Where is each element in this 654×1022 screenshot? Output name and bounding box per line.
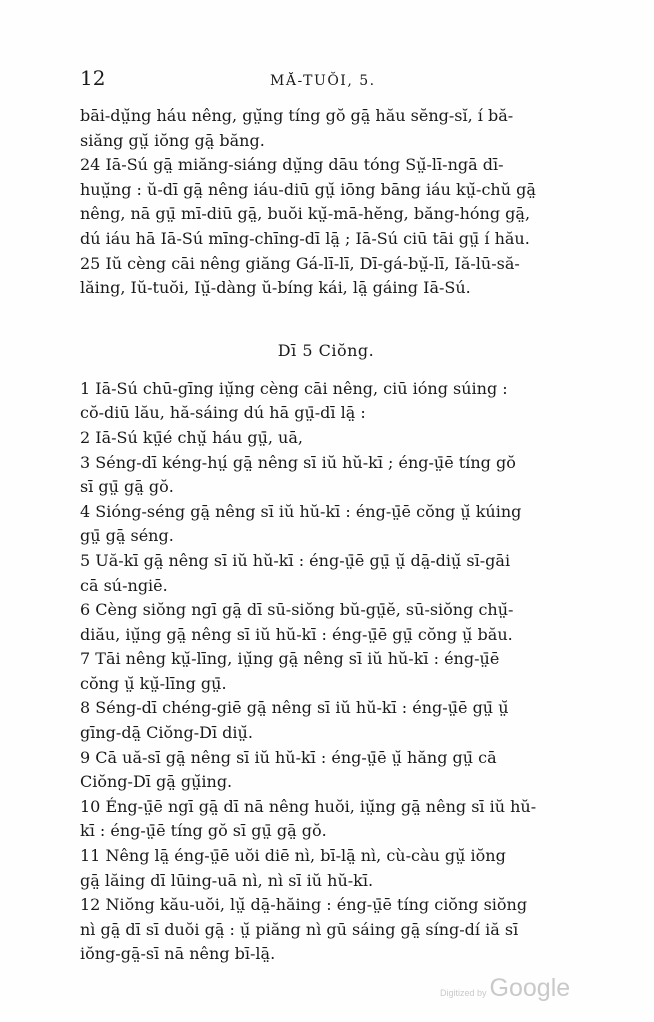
text-line: 8 Séng-dī chéng-giē gā̤ nêng sī iŭ hŭ-kī : éng-ṳ̄ē gṳ̄ ṳ̆ bbox=[80, 698, 509, 718]
text-line: gīng-dā̤ Ciŏng-Dī diṳ̆. bbox=[80, 723, 253, 743]
text-line: nì gā̤ dī sī duŏi gā̤ : ṳ̆ piăng nì gū sáing gā̤ síng-dí iă sī bbox=[80, 919, 519, 939]
page-number: 12 bbox=[80, 66, 106, 90]
text-line: 10 Éng-ṳ̄ē ngī gā̤ dī nā nêng huŏi, iṳ̆ng gā̤ nêng sī iŭ hŭ- bbox=[80, 796, 537, 816]
verse-11 bbox=[80, 844, 572, 893]
text-line: diău, iṳ̆ng gā̤ nêng sī iŭ hŭ-kī : éng-ṳ̄ē gṳ̄ cŏng ṳ̆ bău. bbox=[80, 624, 513, 644]
text-line: cā sú-ngiē. bbox=[80, 575, 168, 595]
verse-2 bbox=[80, 426, 572, 451]
chapter-heading: Dī 5 Ciŏng. bbox=[277, 340, 375, 360]
verse-25 bbox=[80, 252, 572, 301]
text-line: 2 Iā-Sú kṳ̄é chṳ̆ háu gṳ̄, uā, bbox=[80, 427, 303, 447]
verse-8 bbox=[80, 696, 572, 745]
text-line: 4 Sióng-séng gā̤ nêng sī iŭ hŭ-kī : éng-ṳ̄ē cŏng ṳ̆ kúing bbox=[80, 501, 522, 521]
verse-5 bbox=[80, 549, 572, 598]
verse-9 bbox=[80, 746, 572, 795]
verse-3 bbox=[80, 451, 572, 500]
text-line: sī gṳ̄ gā̤ gŏ. bbox=[80, 477, 174, 497]
book-page bbox=[80, 66, 572, 967]
verse-7 bbox=[80, 647, 572, 696]
verses bbox=[80, 377, 572, 967]
text-line: Ciŏng-Dī gā̤ gṳ̆ing. bbox=[80, 772, 233, 792]
text-line: iŏng-gā̤-sī nā nêng bī-lā̤. bbox=[80, 944, 276, 964]
text-top bbox=[80, 104, 572, 301]
watermark-prefix: Digitized by bbox=[440, 988, 487, 998]
verse-10 bbox=[80, 795, 572, 844]
text-line: bāi-dṳ̆ng háu nêng, gṳ̆ng tíng gŏ gā̤ hău sĕng-sĭ, í bă- bbox=[80, 106, 514, 125]
text-line: 6 Cèng siŏng ngī gā̤ dī sū-siŏng bŭ-gṳ̄ĕ, sū-siŏng chṳ̆- bbox=[80, 600, 514, 620]
verse-12 bbox=[80, 893, 572, 967]
digitized-by-google-watermark bbox=[440, 974, 570, 1003]
text-line: 3 Séng-dī kéng-hṳ́ gā̤ nêng sī iŭ hŭ-kī ; éng-ṳ̄ē tíng gŏ bbox=[80, 452, 516, 472]
text-line: 11 Nêng lā̤ éng-ṳ̄ē uŏi diē nì, bī-lā̤ nì, cù-càu gṳ̆ iŏng bbox=[80, 846, 506, 866]
text-line: 25 Iŭ cèng cāi nêng giăng Gá-lī-lī, Dī-gá-bṳ̆-lī, Iă-lū-să- bbox=[80, 253, 520, 273]
verse-1 bbox=[80, 377, 572, 426]
text-line: kī : éng-ṳ̄ē tíng gŏ sī gṳ̄ gā̤ gŏ. bbox=[80, 821, 327, 841]
text-line: 12 Niŏng kău-uŏi, lṳ̆ dā̤-hăing : éng-ṳ̄ē tíng ciŏng siŏng bbox=[80, 895, 528, 915]
verse-24 bbox=[80, 153, 572, 251]
text-line: 5 Uă-kī gā̤ nêng sī iŭ hŭ-kī : éng-ṳ̄ē gṳ̄ ṳ̆ dā̤-diṳ̆ sī-gāi bbox=[80, 550, 511, 570]
text-line: siăng gṳ̆ iŏng gā̤ băng. bbox=[80, 130, 265, 150]
verse-4 bbox=[80, 500, 572, 549]
text-line: cŏ-diū lău, hă-sáing dú hā gṳ̄-dī lā̤ : bbox=[80, 403, 366, 423]
google-logo: Google bbox=[489, 974, 571, 1002]
text-line: 9 Cā uă-sī gā̤ nêng sī iŭ hŭ-kī : éng-ṳ̄ē ṳ̆ hăng gṳ̄ cā bbox=[80, 747, 497, 767]
running-title: MĂ-TUŎI, 5. bbox=[270, 73, 376, 89]
text-line: 1 Iā-Sú chū-gīng iṳ̆ng cèng cāi nêng, ciū ióng súing : bbox=[80, 378, 508, 398]
text-line: gā̤ lăing dī lūing-uā nì, nì sī iŭ hŭ-kī. bbox=[80, 870, 374, 890]
text-line: 7 Tāi nêng kṳ̆-līng, iṳ̆ng gā̤ nêng sī iŭ hŭ-kī : éng-ṳ̄ē bbox=[80, 649, 500, 669]
text-line: 24 Iā-Sú gā̤ miăng-siáng dṳ̆ng dāu tóng Sṳ̆-lī-ngā dī- bbox=[80, 155, 504, 175]
verse-6 bbox=[80, 598, 572, 647]
text-line: huṳ̆ng : ŭ-dī gā̤ nêng iáu-diū gṳ̆ iōng bāng iáu kṳ̆-chŭ gā̤ bbox=[80, 179, 536, 199]
text-line: gṳ̄ gā̤ séng. bbox=[80, 526, 174, 546]
text-line: nêng, nā gṳ̄ mī-diū gā̤, buŏi kṳ̆-mā-hĕng, băng-hóng gā̤, bbox=[80, 204, 531, 224]
paragraph bbox=[80, 104, 572, 153]
page-header bbox=[80, 66, 572, 96]
text-line: lăing, Iŭ-tuŏi, Iṳ̆-dàng ŭ-bíng kái, lā̤ gáing Iā-Sú. bbox=[80, 278, 471, 298]
text-line: dú iáu hā Iā-Sú mīng-chīng-dī lā̤ ; Iā-Sú ciū tāi gṳ̄ í hău. bbox=[80, 228, 530, 248]
text-line: cŏng ṳ̆ kṳ̆-līng gṳ̄. bbox=[80, 673, 227, 693]
